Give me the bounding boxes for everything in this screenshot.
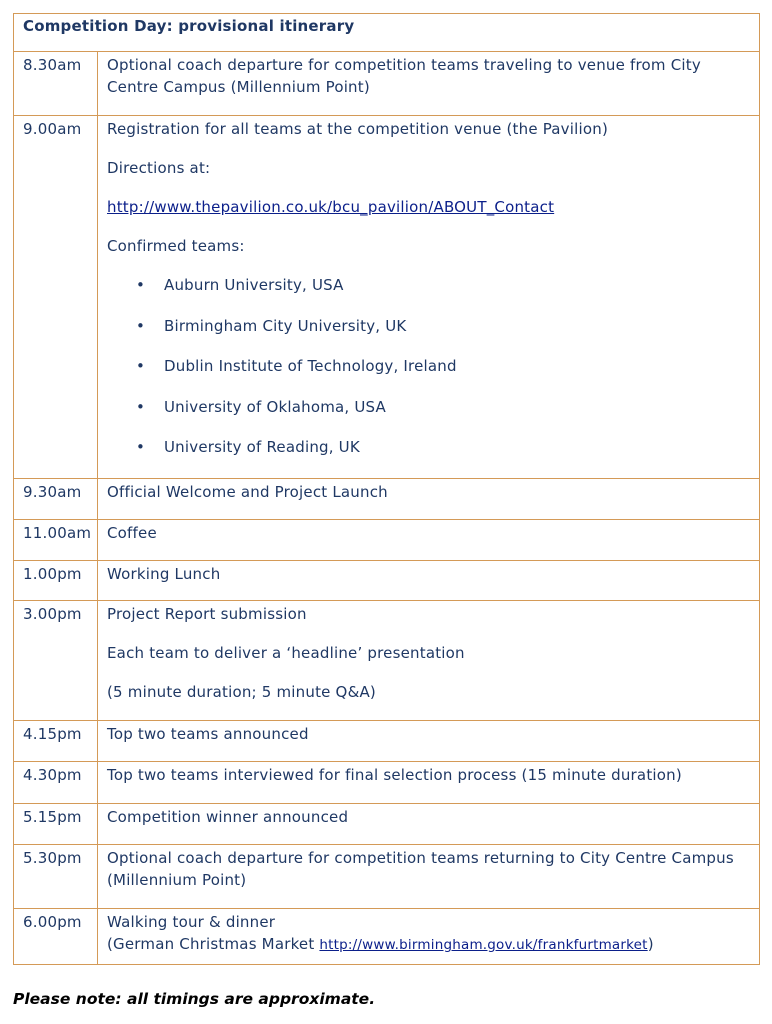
itinerary-title: Competition Day: provisional itinerary	[14, 14, 760, 52]
row-time: 4.15pm	[14, 721, 98, 762]
dinner-details-prefix: (German Christmas Market	[107, 935, 320, 953]
row-time: 5.30pm	[14, 845, 98, 909]
team-name: Birmingham City University, UK	[164, 316, 407, 335]
team-name: Auburn University, USA	[164, 276, 344, 294]
dinner-details-suffix: )	[647, 935, 654, 953]
timing-note: Please note: all timings are approximate.	[13, 990, 376, 1008]
duration-text: (5 minute duration; 5 minute Q&A)	[107, 683, 376, 701]
row-description	[98, 601, 760, 721]
team-list	[107, 274, 751, 458]
table-row	[14, 116, 760, 479]
list-item	[107, 274, 751, 296]
table-row	[14, 520, 760, 561]
itinerary-table	[13, 13, 760, 965]
table-row	[14, 601, 760, 721]
table-row	[14, 762, 760, 804]
list-item	[107, 355, 751, 377]
row-description: Working Lunch	[98, 561, 760, 601]
table-row	[14, 561, 760, 601]
directions-paragraph	[107, 196, 751, 218]
row-description: Competition winner announced	[98, 804, 760, 845]
row-time: 1.00pm	[14, 561, 98, 601]
table-row	[14, 52, 760, 116]
row-time: 4.30pm	[14, 762, 98, 804]
registration-text: Registration for all teams at the competition venue (the Pavilion)	[107, 120, 609, 138]
presentation-text: Each team to deliver a ‘headline’ presentation	[107, 644, 465, 662]
team-name: University of Oklahoma, USA	[164, 397, 386, 416]
row-time: 6.00pm	[14, 909, 98, 965]
row-time: 11.00am	[14, 520, 98, 561]
table-row	[14, 479, 760, 520]
directions-link[interactable]: http://www.thepavilion.co.uk/bcu_pavilion/ABOUT_Contact	[107, 198, 555, 216]
row-description	[98, 116, 760, 479]
team-name: University of Reading, UK	[164, 438, 360, 457]
table-row	[14, 721, 760, 762]
table-row	[14, 845, 760, 909]
bullet-icon: •	[136, 438, 146, 457]
dinner-text: Walking tour & dinner	[107, 913, 276, 931]
bullet-icon: •	[136, 276, 146, 294]
submission-text: Project Report submission	[107, 605, 307, 623]
row-description: Optional coach departure for competition teams returning to City Centre Campus (Millennium Point)	[98, 845, 760, 909]
bullet-icon: •	[136, 397, 146, 416]
row-description	[98, 909, 760, 965]
bullet-icon: •	[136, 316, 146, 335]
row-description: Top two teams announced	[98, 721, 760, 762]
list-item	[107, 315, 751, 337]
list-item	[107, 396, 751, 418]
market-link[interactable]: http://www.birmingham.gov.uk/frankfurtmarket	[319, 937, 648, 953]
row-description: Optional coach departure for competition teams traveling to venue from City Centre Campus (Millennium Point)	[98, 52, 760, 116]
table-row	[14, 804, 760, 845]
table-row	[14, 909, 760, 965]
list-item	[107, 436, 751, 458]
row-time: 8.30am	[14, 52, 98, 116]
row-description: Top two teams interviewed for final selection process (15 minute duration)	[98, 762, 760, 804]
row-time: 5.15pm	[14, 804, 98, 845]
row-description: Official Welcome and Project Launch	[98, 479, 760, 520]
row-time: 9.30am	[14, 479, 98, 520]
bullet-icon: •	[136, 357, 146, 376]
table-header-row	[14, 14, 760, 52]
teams-label: Confirmed teams:	[107, 237, 245, 255]
row-time: 9.00am	[14, 116, 98, 479]
directions-label: Directions at:	[107, 159, 211, 177]
dinner-details	[107, 933, 751, 956]
row-description: Coffee	[98, 520, 760, 561]
row-time: 3.00pm	[14, 601, 98, 721]
team-name: Dublin Institute of Technology, Ireland	[164, 357, 457, 376]
